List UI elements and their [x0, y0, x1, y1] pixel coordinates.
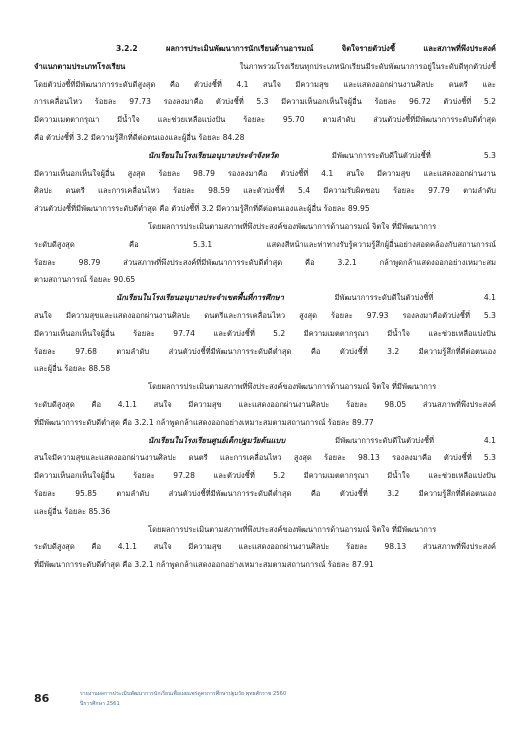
body-line: โดยตัวบ่งชี้ที่มีพัฒนาการระดับดีสูงสุด คือ ตัวบ่งชี้ที่ 4.1 สนใจ มีความสุข และแสดงออกผ่านงานศิลปะ ดนตรี และ: [34, 79, 496, 89]
body-line: ระดับดีสูงสุด คือ 5.3.1 แสดงสีหน้าและท่าทางรับรู้ความรู้สึกผู้อื่นอย่างสอดคล้องกับสถานการณ์: [34, 239, 496, 249]
body-line: มีความเห็นอกเห็นใจผู้อื่น สูงสุด ร้อยละ 98.79 รองลงมาคือ ตัวบ่งชี้ที่ 4.1 สนใจ มีความสุข และแสดงออกผ่านงาน: [34, 168, 496, 178]
body-line: [34, 289, 496, 307]
body-line: ร้อยละ 95.85 ตามลำดับ ส่วนตัวบ่งชี้ที่มีพัฒนาการระดับดีต่ำสุด คือ ตัวบ่งชี้ที่ 3.2 มีความรู้สึกที่ดีต่อตนเอง: [34, 488, 496, 498]
body-line: ร้อยละ 98.79 ส่วนสภาพที่พึงประสงค์ที่มีพัฒนาการระดับดีต่ำสุด คือ 3.2.1 กล้าพูดกล้าแสดงออกอย่างเหมาะสม: [34, 257, 496, 267]
footer-report-title: รายงานผลการประเมินพัฒนาการนักเรียนเพื่อเผยแพร่ดูตรการศึกษาปฐมวัย พุทธศักราช 2560: [80, 691, 287, 697]
body-line: ระดับดีสูงสุด คือ 4.1.1 สนใจ มีความสุข และแสดงออกผ่านงานศิลปะ ร้อยละ 98.13 ส่วนสภาพที่พึงประสงค์: [34, 542, 496, 552]
body-line: มีความเห็นอกเห็นใจผู้อื่น ร้อยละ 97.28 และตัวบ่งชี้ที่ 5.2 มีความเมตตากรุณา มีน้ำใจ และช่วยเหลือแบ่งปัน: [34, 471, 496, 481]
body-line: สนใจมีความสุขและแสดงออกผ่านงานศิลปะ ดนตรี และการเคลื่อนไหว สูงสุด ร้อยละ 98.13 รองลงมาคือ ตัวบ่งชี้ที่ 5.3: [34, 453, 496, 463]
body-text: มีพัฒนาการระดับดีในตัวบ่งชี้ที่ 5.3: [278, 150, 496, 160]
body-line: และผู้อื่น ร้อยละ 85.36: [34, 506, 111, 516]
body-line: ร้อยละ 97.68 ตามลำดับ ส่วนตัวบ่งชี้ที่มีพัฒนาการระดับดีต่ำสุด คือ ตัวบ่งชี้ที่ 3.2 มีความรู้สึกที่ดีต่อตนเอง: [34, 346, 496, 356]
footer-academic-year: ปีการศึกษา 2561: [80, 701, 120, 707]
body-line: ที่มีพัฒนาการระดับดีต่ำสุด คือ 3.2.1 กล้าพูดกล้าแสดงออกอย่างเหมาะสมตามสถานการณ์ ร้อยละ 89.77: [34, 417, 374, 427]
body-line: ที่มีพัฒนาการระดับดีต่ำสุด คือ 3.2.1 กล้าพูดกล้าแสดงออกอย่างเหมาะสมตามสถานการณ์ ร้อยละ 87.91: [34, 560, 374, 570]
school-type-label: นักเรียนในโรงเรียนศูนย์เด็กปฐมวัยต้นแบบ: [148, 435, 286, 445]
body-line: ศิลปะ ดนตรี และการเคลื่อนไหว ร้อยละ 98.59 และตัวบ่งชี้ที่ 5.4 มีความรับผิดชอบ ร้อยละ 97.79 ตามลำดับ: [34, 186, 496, 196]
body-line: การเคลื่อนไหว ร้อยละ 97.73 รองลงมาคือ ตัวบ่งชี้ที่ 5.3 มีความเห็นอกเห็นใจผู้อื่น ร้อยละ 96.72 ตัวบ่งชี้ที่ 5.2: [34, 97, 496, 107]
body-line: โดยผลการประเมินตามสภาพที่พึงประสงค์ของพัฒนาการด้านอารมณ์ จิตใจ ที่มีพัฒนาการ: [148, 524, 437, 534]
body-line: [34, 147, 496, 165]
body-line: คือ ตัวบ่งชี้ที่ 3.2 มีความรู้สึกที่ดีต่อตนเองและผู้อื่น ร้อยละ 84.28: [34, 132, 245, 142]
body-line: มีความเห็นอกเห็นใจผู้อื่น ร้อยละ 97.74 และตัวบ่งชี้ที่ 5.2 มีความเมตตากรุณา มีน้ำใจ และช่วยเหลือแบ่งปัน: [34, 328, 496, 338]
section-heading: 3.2.2 ผลการประเมินพัฒนาการนักเรียนด้านอารมณ์ จิตใจรายตัวบ่งชี้ และสภาพที่พึงประสงค์: [116, 44, 496, 53]
body-line: และผู้อื่น ร้อยละ 88.58: [34, 364, 111, 374]
school-type-label: นักเรียนในโรงเรียนอนุบาลประจำเขตพื้นที่การศึกษา: [116, 293, 284, 303]
body-line: โดยผลการประเมินตามสภาพที่พึงประสงค์ของพัฒนาการด้านอารมณ์ จิตใจ ที่มีพัฒนาการ: [148, 221, 437, 231]
body-text: มีพัฒนาการระดับดีในตัวบ่งชี้ที่ 4.1: [283, 293, 496, 303]
body-text: มีพัฒนาการระดับดีในตัวบ่งชี้ที่ 4.1: [285, 435, 496, 445]
body-line: ส่วนตัวบ่งชี้ที่มีพัฒนาการระดับดีต่ำสุด คือ ตัวบ่งชี้ที่ 3.2 มีความรู้สึกที่ดีต่อตนเองและผู้อื่น ร้อยละ 89.95: [34, 204, 370, 214]
body-line: ตามสถานการณ์ ร้อยละ 90.65: [34, 275, 136, 285]
body-text: ในภาพรวมโรงเรียนทุกประเภทนักเรียนมีระดับพัฒนาการอยู่ในระดับดีทุกตัวบ่งชี้: [125, 61, 496, 71]
school-type-label: นักเรียนในโรงเรียนอนุบาลประจำจังหวัด: [148, 150, 279, 160]
body-line: ระดับดีสูงสุด คือ 4.1.1 สนใจ มีความสุข และแสดงออกผ่านงานศิลปะ ร้อยละ 98.05 ส่วนสภาพที่พึงประสงค์: [34, 399, 496, 409]
body-line: [34, 432, 496, 450]
body-line: มีความเมตตากรุณา มีน้ำใจ และช่วยเหลือแบ่งปัน ร้อยละ 95.70 ตามลำดับ ส่วนตัวบ่งชี้ที่มีพัฒนาการระดับดีต่ำสุด: [34, 115, 496, 125]
body-line: [34, 58, 496, 76]
bold-label: จำแนกตามประเภทโรงเรียน: [34, 61, 126, 71]
body-line: โดยผลการประเมินตามสภาพที่พึงประสงค์ของพัฒนาการด้านอารมณ์ จิตใจ ที่มีพัฒนาการ: [148, 382, 437, 392]
document-body: [34, 40, 496, 574]
body-line: สนใจ มีความสุขและแสดงออกผ่านงานศิลปะ ดนตรีและการเคลื่อนไหว สูงสุด ร้อยละ 97.93 รองลงมาคือตัวบ่งชี้ที่ 5.3: [34, 310, 496, 320]
page-number: 86: [34, 692, 50, 705]
